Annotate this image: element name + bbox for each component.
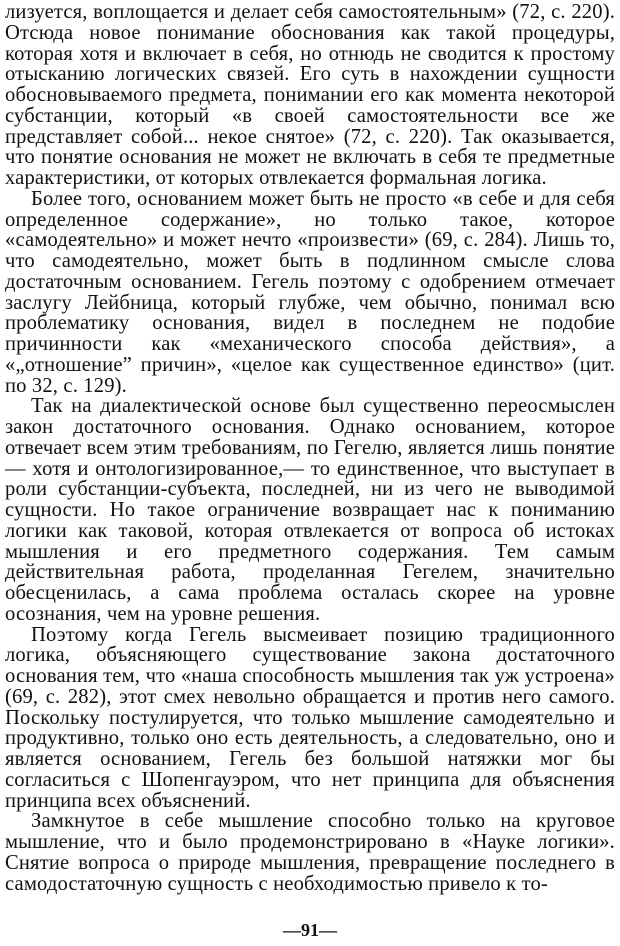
- paragraph-4: Поэтому когда Гегель высмеивает позицию традиционного логика, объясняющего существование закона достаточного основания тем, что «наша способность мышления так уж устроена» (69, с. 282), этот смех невольно обращается и против него самого. Поскольку постулируется, что только мышление самодеятельно и продуктивно, только оно есть деятельность, а следовательно, оно и является основанием, Гегель без большой натяжки мог бы согласиться с Шопенгауэром, что нет принципа для объяснения принципа всех объяснений.: [5, 623, 615, 812]
- page-number: —91—: [283, 920, 337, 940]
- body-text: [5, 2, 615, 894]
- paragraph-2: Более того, основанием может быть не просто «в себе и для себя определенное содержание», но только такое, которое «самодеятельно» и может нечто «произвести» (69, с. 284). Лишь то, что самодеятельно, может быть в подлинном смысле слова достаточным основанием. Гегель поэтому с одобрением отмечает заслугу Лейбница, который глубже, чем обычно, понимал всю проблематику основания, видел в последнем не подобие причинности как «механического способа действия», а «„отношение” причин», «целое как существенное единство» (цит. по 32, с. 129).: [5, 187, 615, 397]
- paragraph-3: Так на диалектической основе был существенно переосмыслен закон достаточного основания. Однако основанием, которое отвечает всем этим требованиям, по Гегелю, является лишь понятие — хотя и онтологизированное,— то единственное, что выступает в роли субстанции-субъекта, последней, ни из чего не выводимой сущности. Но такое ограничение возвращает нас к пониманию логики как таковой, которая отвлекается от вопроса об истоках мышления и его предметного содержания. Тем самым действительная работа, проделанная Гегелем, значительно обесценилась, а сама проблема осталась скорее на уровне осознания, чем на уровне решения.: [5, 395, 615, 625]
- paragraph-5: Замкнутое в себе мышление способно только на круговое мышление, что и было продемонстрировано в «Науке логики». Снятие вопроса о природе мышления, превращение последнего в самодостаточную сущность с необходимостью привело к то-: [5, 810, 615, 895]
- paragraph-1: лизуется, воплощается и делает себя самостоятельным» (72, с. 220). Отсюда новое понимание обоснования как такой процедуры, которая хотя и включает в себя, но отнюдь не сводится к простому отысканию логических связей. Его суть в нахождении сущности обосновываемого предмета, понимании его как момента некоторой субстанции, который «в своей самостоятельности все же представляет собой... некое снятое» (72, с. 220). Так оказывается, что понятие основания не может не включать в себя те предметные характеристики, от которых отвлекается формальная логика.: [5, 1, 615, 189]
